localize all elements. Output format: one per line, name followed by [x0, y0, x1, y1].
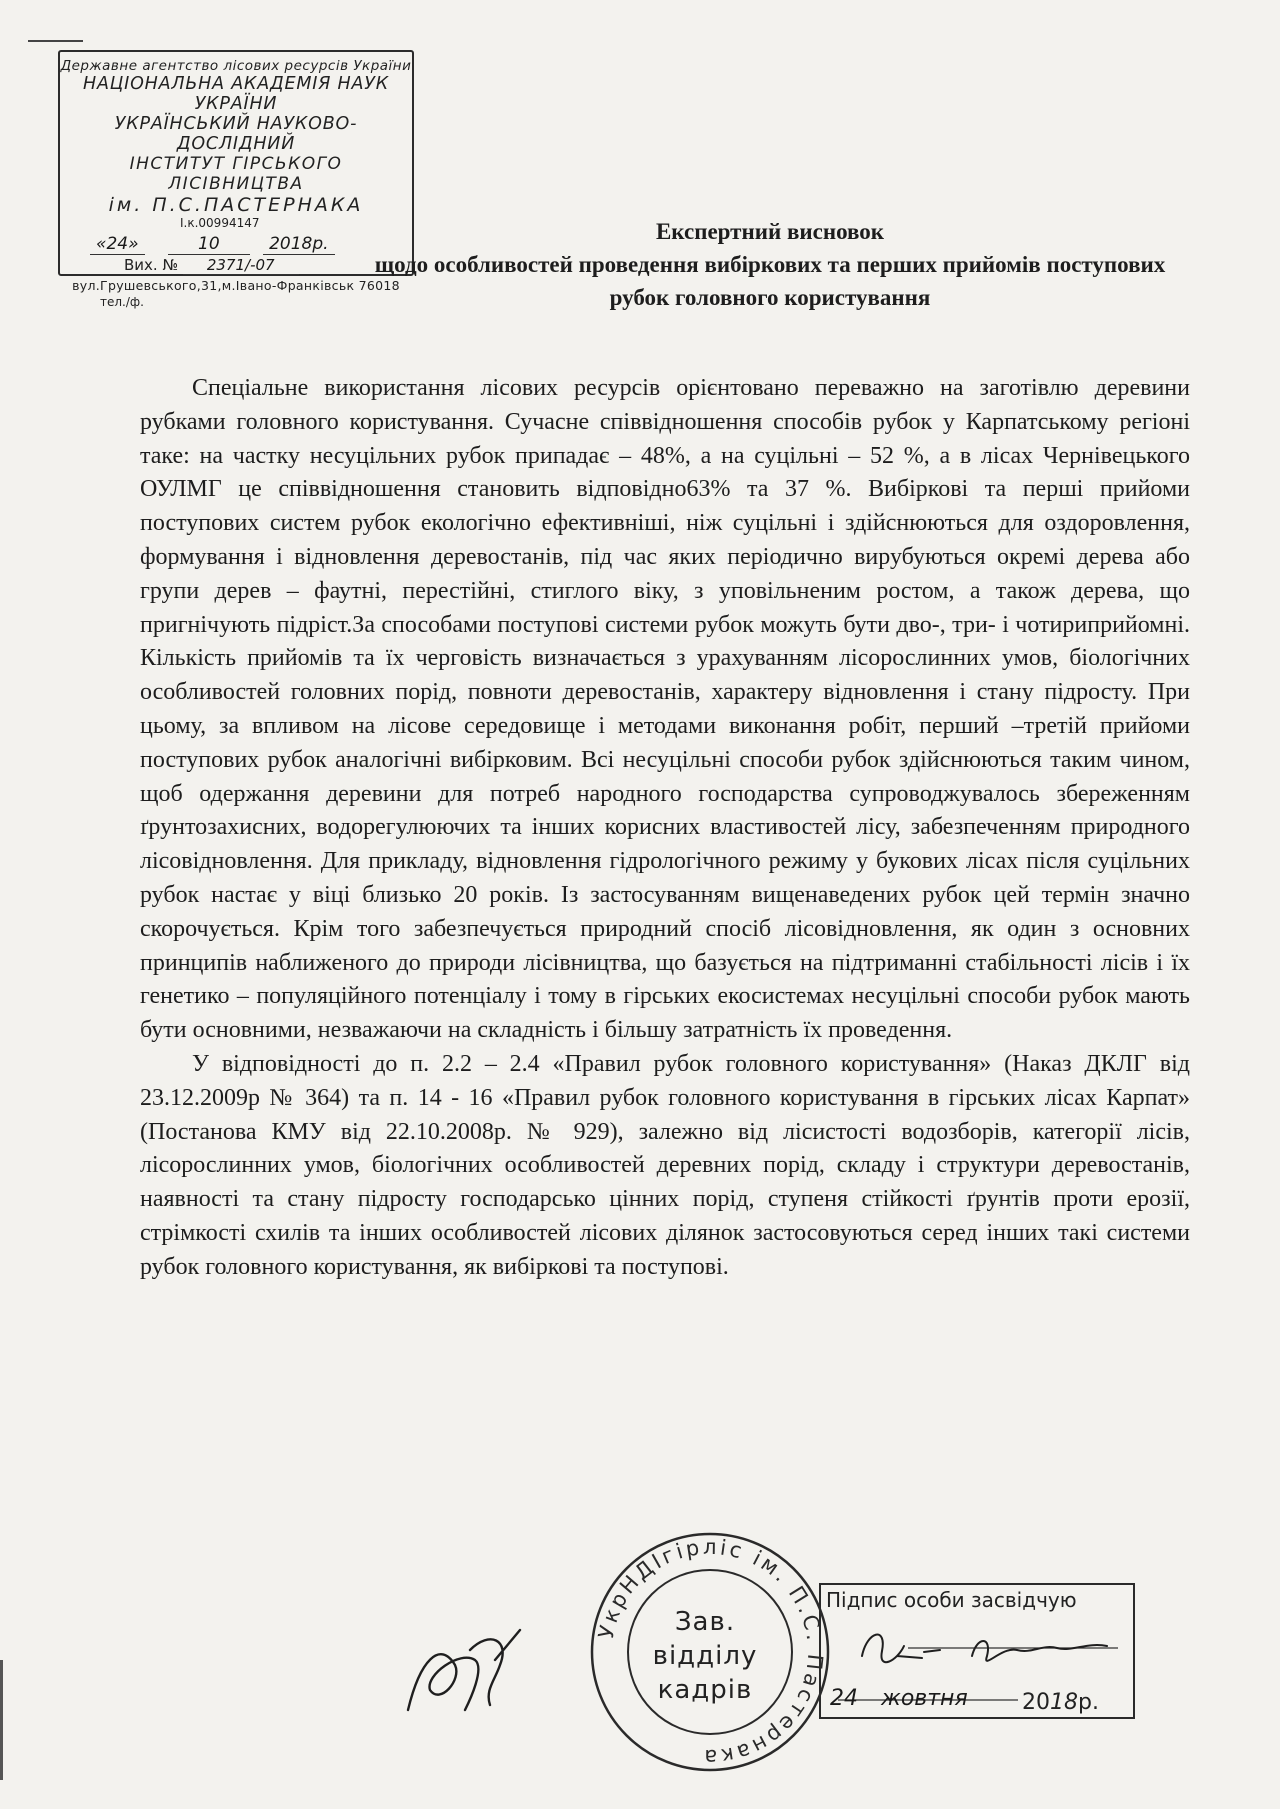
- cert-date-day: 24: [830, 1686, 858, 1711]
- round-stamp-line-2: відділу: [652, 1641, 758, 1671]
- handwritten-signature-right: [852, 1616, 1122, 1716]
- cert-date-month: жовтня: [881, 1686, 968, 1711]
- document-title: [330, 215, 1210, 314]
- stamp-institute-line2: ІНСТИТУТ ГІРСЬКОГО ЛІСІВНИЦТВА: [129, 154, 343, 194]
- stamp-namesake-line: ім. П.С.ПАСТЕРНАКА: [108, 194, 364, 216]
- stamp-academy-line: НАЦІОНАЛЬНА АКАДЕМІЯ НАУК УКРАЇНИ: [83, 74, 389, 114]
- cert-year-end: р.: [1078, 1690, 1099, 1715]
- stamp-date-day: «24»: [90, 234, 145, 255]
- stamp-id-code: І.к.00994147: [180, 216, 260, 230]
- stamp-agency-line: Державне агентство лісових ресурсів України: [60, 58, 412, 74]
- stamp-phone: тел./ф.: [100, 295, 144, 309]
- body-paragraph-1: Спеціальне використання лісових ресурсів орієнтовано переважно на заготівлю деревини рубками головного користування. Сучасне співвідношення способів рубок у Карпатському регіоні таке: на частку несуцільних рубок припадає – 48%, а на суцільні – 52 %, а в лісах Чернівецького ОУЛМГ це співвідношення становить відповідно63% та 37 %. Вибіркові та перші прийоми поступових систем рубок екологічно ефективніші, ніж суцільні і здійснюються для оздоровлення, формування і відновлення деревостанів, під час яких періодично вирубуються окремі дерева або групи дерев – фаутні, перестійні, стиглого віку, з уповільненим ростом, а також дерева, що пригнічують підріст.За способами поступові системи рубок можуть бути дво-, три- і чотириприйомні. Кількість прийомів та їх черговість визначається з урахуванням лісорослинних умов, біологічних особливостей головних порід, повноти деревостанів, характеру відновлення і стану підросту. При цьому, за впливом на лісове середовище і методами виконання робіт, перший –третій прийоми поступових рубок аналогічні вибірковим. Всі несуцільні способи рубок здійснюються таким чином, щоб одержання деревини для потреб народного господарства супроводжувалось збереженням ґрунтозахисних, водорегулюючих та інших корисних властивостей лісу, забезпеченням природного лісовідновлення. Для прикладу, відновлення гідрологічного режиму у букових лісах після суцільних рубок настає у віці близько 20 років. Із застосуванням вищенаведених рубок цей термін значно скорочується. Крім того забезпечується природний спосіб лісовідновлення, як один з основних принципів наближеного до природи лісівництва, що базується на підтриманні стабільності лісів і їх генетико – популяційного потенціалу і тому в гірських екосистемах несуцільні способи рубок мають бути основними, незважаючи на складність і більшу затратність їх проведення.: [140, 375, 1190, 1044]
- stamp-address: вул.Грушевського,31,м.Івано-Франківськ 76018: [72, 278, 400, 293]
- title-line-3: рубок головного користування: [609, 285, 931, 310]
- title-line-2: щодо особливостей проведення вибіркових та перших прийомів поступових: [374, 252, 1166, 277]
- round-stamp-center: [645, 1605, 765, 1707]
- cert-year-suffix: 18: [1050, 1690, 1078, 1715]
- scan-artifact-line: [28, 40, 83, 42]
- stamp-date-year: 2018р.: [263, 234, 334, 255]
- body-paragraph-2: У відповідності до п. 2.2 – 2.4 «Правил рубок головного користування» (Наказ ДКЛГ від 23.12.2009р № 364) та п. 14 - 16 «Правил рубок головного користування в гірських лісах Карпат» (Постанова КМУ від 22.10.2008р. № 929), залежно від лісистості водозборів, категорії лісів, лісорослинних умов, біологічних особливостей деревних порід, складу і структури деревостанів, наявності та стану підросту господарсько цінних порід, ступеня стійкості ґрунтів проти ерозії, стрімкості схилів та інших особливостей лісових ділянок застосовуються серед інших такі системи рубок головного користування, як вибіркові та поступові.: [140, 1050, 1190, 1280]
- scan-edge-artifact: [0, 1660, 3, 1780]
- round-stamp-line-3: кадрів: [657, 1675, 753, 1705]
- title-line-1: Експертний висновок: [655, 219, 885, 244]
- handwritten-signature-left: [400, 1620, 530, 1730]
- document-body: [140, 372, 1190, 1285]
- round-stamp-line-1: Зав.: [674, 1607, 736, 1637]
- round-stamp-ring-text: УкрНДІгірліс ім. П.С. Пастернака: [593, 1534, 828, 1770]
- stamp-outgoing-label: Вих. №: [124, 256, 179, 274]
- stamp-institute-line1: УКРАЇНСЬКИЙ НАУКОВО-ДОСЛІДНИЙ: [114, 114, 358, 154]
- stamp-date-month: 10: [168, 234, 250, 255]
- stamp-outgoing-number: 2371/-07: [183, 256, 299, 275]
- cert-year-prefix: 20: [1022, 1690, 1050, 1715]
- cert-stamp-label: Підпис особи засвідчую: [826, 1588, 1077, 1612]
